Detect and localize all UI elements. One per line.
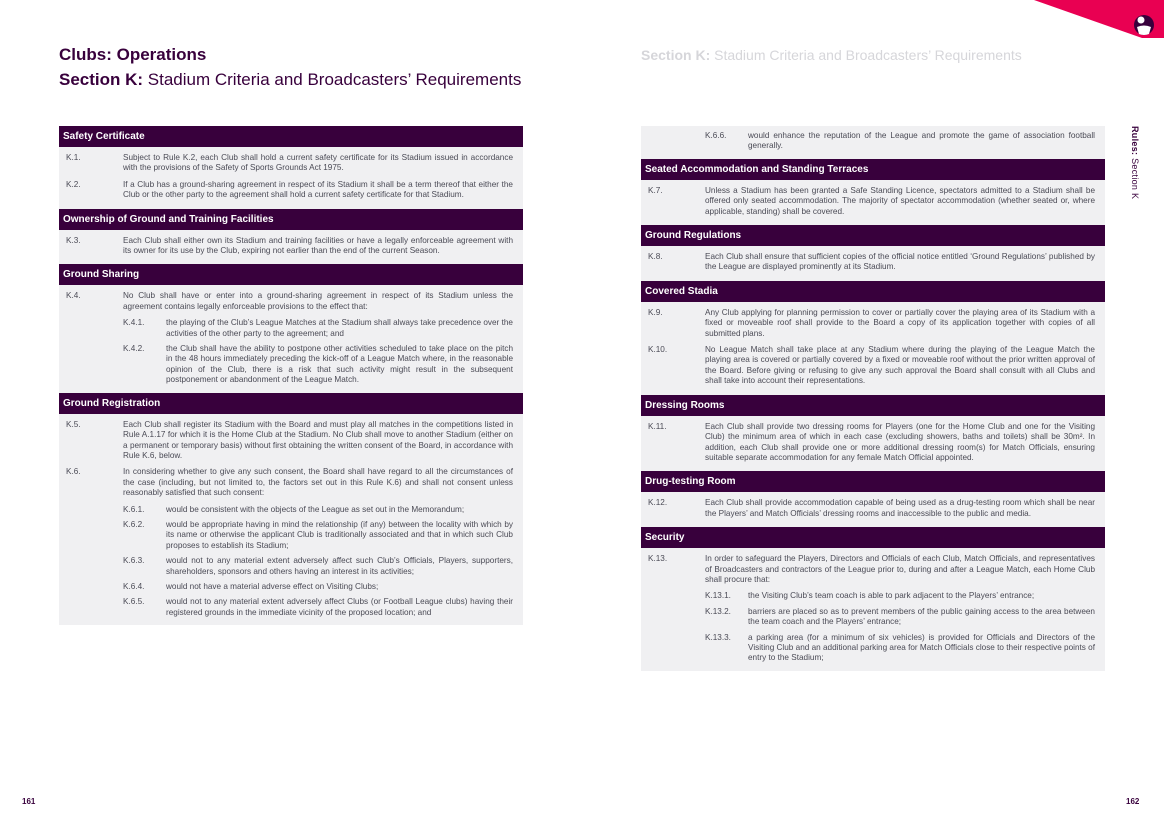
- section-header: Ownership of Ground and Training Facilities: [59, 209, 523, 230]
- section-header: Ground Registration: [59, 393, 523, 414]
- right-column: [641, 126, 1105, 671]
- page-title: [59, 44, 521, 94]
- section-body: [641, 492, 1105, 527]
- side-rules-label: Rules: Section K: [1130, 126, 1140, 200]
- rule-item: K.7. Unless a Stadium has been granted a Safe Standing Licence, spectators admitted to a Stadium shall be offered only seated accommodation. The majority of spectator accommodation (whether seated or, where applicable, standing) shall be covered.: [648, 185, 1095, 216]
- section-body: [641, 548, 1105, 671]
- sub-rule-item: K.13.3. a parking area (for a minimum of six vehicles) is provided for Officials and Directors of the Visiting Club and an additional parking area for Match Officials close to their respective points of entry to the Stadium;: [705, 632, 1095, 663]
- section-body: [641, 416, 1105, 472]
- rule-item: K.13. In order to safeguard the Players, Directors and Officials of each Club, Match Officials, and representatives of Broadcasters and contractors of the League prior to, during and after a League Match, each Home Club shall procure that:: [648, 554, 1095, 584]
- section-body: [641, 180, 1105, 225]
- rule-item: K.9. Any Club applying for planning permission to cover or partially cover the playing area of its Stadium with a fixed or moveable roof shall provide to the Board a copy of its application together with copies of all submitted plans.: [648, 307, 1095, 338]
- section-body: [59, 147, 523, 209]
- rule-item: K.12. Each Club shall provide accommodation capable of being used as a drug-testing room which shall be near the Players’ and Match Officials’ dressing rooms and inaccessible to the public and media.: [648, 498, 1095, 518]
- rule-item: K.11. Each Club shall provide two dressing rooms for Players (one for the Home Club and one for the Visiting Club) the minimum area of which in each case (excluding showers, baths and toilets) shall be 30m². In addition, each Club shall provide one or more additional dressing room(s) for Match Officials, ensuring suitable separate accommodation for any female Match Official appointed.: [648, 421, 1095, 462]
- section-header: Ground Regulations: [641, 225, 1105, 246]
- title-section-k: Section K: Stadium Criteria and Broadcasters’ Requirements: [59, 70, 522, 89]
- sub-rule-item: K.4.1. the playing of the Club’s League Matches at the Stadium shall always take precedence over the activities of the other party to the agreement; and: [123, 318, 513, 338]
- rule-item: K.10. No League Match shall take place at any Stadium where during the playing of the League Match the playing area is covered or partially covered by a fixed or moveable roof without the prior written approval of the Board. Before giving or refusing to give any such approval the Board shall consult with all Clubs and shall take into account their representations.: [648, 345, 1095, 386]
- rule-item: K.4. No Club shall have or enter into a ground-sharing agreement in respect of its Stadium unless the agreement contains legally enforceable provisions to the effect that:: [66, 291, 513, 311]
- sub-rule-item: K.13.1. the Visiting Club’s team coach is able to park adjacent to the Players’ entrance;: [705, 591, 1035, 601]
- left-column: [59, 126, 523, 625]
- rule-item: K.6. In considering whether to give any such consent, the Board shall have regard to all the circumstances of the case (including, but not limited to, the factors set out in this Rule K.6) and shall not consent unless reasonably satisfied that such consent:: [66, 467, 513, 498]
- section-header: Safety Certificate: [59, 126, 523, 147]
- sub-rule-item: K.6.4. would not have a material adverse effect on Visiting Clubs;: [123, 581, 379, 591]
- corner-banner: [1024, 0, 1164, 60]
- section-body: [641, 302, 1105, 395]
- section-body: [59, 414, 523, 626]
- sub-rule-item: K.13.2. barriers are placed so as to prevent members of the public gaining access to the area between the team coach and the Players’ entrance;: [705, 606, 1095, 627]
- section-header: Dressing Rooms: [641, 395, 1105, 416]
- section-header: Security: [641, 527, 1105, 548]
- page-number-left: 161: [22, 797, 36, 806]
- right-section-title: Section K: Stadium Criteria and Broadcasters’ Requirements: [641, 47, 1022, 63]
- sub-rule-item: K.6.2. would be appropriate having in mind the relationship (if any) between the locality with which by its name or otherwise the applicant Club is traditionally associated and that in which such Club proposes to establish its Stadium;: [123, 519, 513, 550]
- rule-item: K.1. Subject to Rule K.2, each Club shall hold a current safety certificate for its Stadium issued in accordance with the provisions of the Safety of Sports Grounds Act 1975.: [66, 153, 513, 173]
- lion-logo-icon: [1134, 15, 1154, 35]
- rule-item: K.8. Each Club shall ensure that sufficient copies of the official notice entitled ‘Ground Regulations’ published by the League are displayed prominently at its Stadium.: [648, 252, 1095, 272]
- sub-rule-item: K.4.2. the Club shall have the ability to postpone other activities scheduled to take place on the pitch in the 48 hours immediately preceding the kick-off of a League Match where, in the reasonable opinion of the Club, there is a risk that such activity might result in the subsequent postponement or abandonment of the League Match.: [123, 344, 513, 385]
- rule-item: K.5. Each Club shall register its Stadium with the Board and must play all matches in the competitions listed in Rule A.1.17 for which it is the Home Club at the Stadium. No Club shall move to another Stadium (either on a permanent or temporary basis) without first obtaining the written consent of the Board, in accordance with Rule K.6, below.: [66, 419, 513, 460]
- sub-rule-item: K.6.5. would not to any material extent adversely affect Clubs (or Football League clubs) having their registered grounds in the immediate vicinity of the proposed location; and: [123, 597, 513, 617]
- sub-rule-item: K.6.3. would not to any material extent adversely affect such Club’s Officials, Players, supporters, shareholders, sponsors and others having an interest in its activities;: [123, 556, 513, 576]
- sub-rule-item: K.6.1. would be consistent with the objects of the League as set out in the Memorandum;: [123, 504, 465, 514]
- section-body: [641, 246, 1105, 281]
- section-header: Covered Stadia: [641, 281, 1105, 302]
- section-body: [59, 230, 523, 265]
- page-number-right: 162: [1126, 797, 1140, 806]
- section-body: [59, 285, 523, 392]
- section-header: Drug-testing Room: [641, 471, 1105, 492]
- title-clubs-operations: Clubs: Operations: [59, 45, 207, 64]
- rule-item: K.3. Each Club shall either own its Stadium and training facilities or have a legally enforceable agreement with its owner for its use by the Club, expiring not earlier than the end of the current Season.: [66, 235, 513, 256]
- section-header: Ground Sharing: [59, 264, 523, 285]
- rule-item: K.2. If a Club has a ground-sharing agreement in respect of its Stadium it shall be a term thereof that either the Club or the other party to the agreement shall hold a current safety certificate for that Stadium.: [66, 179, 513, 200]
- sub-rule-item: K.6.6. would enhance the reputation of the League and promote the game of association football generally.: [705, 131, 1095, 151]
- section-header: Seated Accommodation and Standing Terraces: [641, 159, 1105, 180]
- section-body: [641, 126, 1105, 159]
